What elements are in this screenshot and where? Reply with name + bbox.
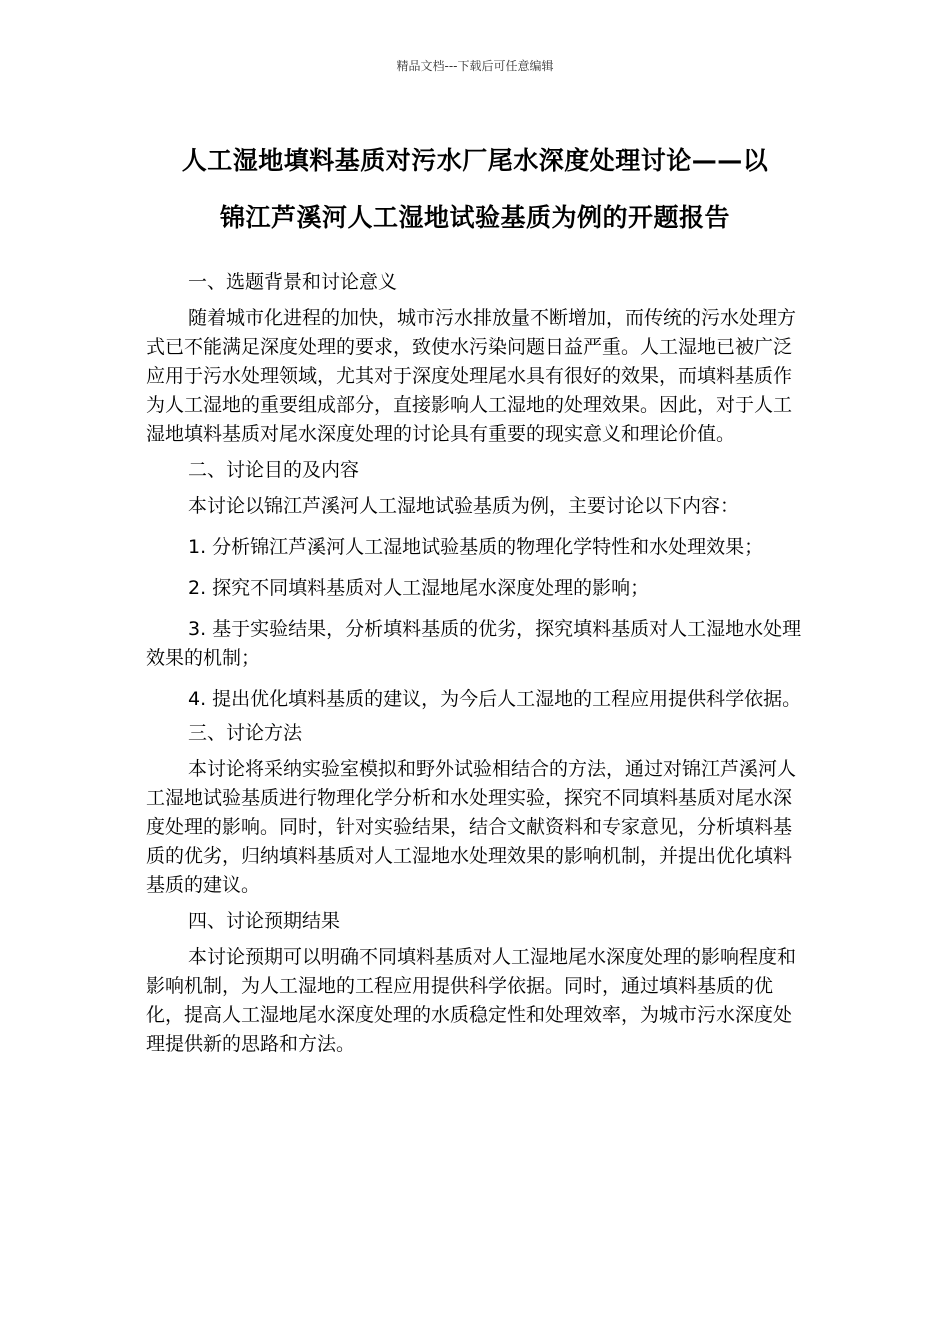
section-2-item-2: 2. 探究不同填料基质对人工湿地尾水深度处理的影响； bbox=[188, 577, 650, 599]
document-body bbox=[146, 268, 806, 1066]
header-watermark: 精品文档---下载后可任意编辑 bbox=[396, 59, 554, 73]
section-2-heading: 二、讨论目的及内容 bbox=[188, 459, 360, 481]
title-line-1: 人工湿地填料基质对污水厂尾水深度处理讨论——以 bbox=[181, 146, 769, 175]
section-1-paragraph: 随着城市化进程的加快，城市污水排放量不断增加，而传统的污水处理方式已不能满足深度处理的要求，致使水污染问题日益严重。人工湿地已被广泛应用于污水处理领域，尤其对于深度处理尾水具有很好的效果，而填料基质作为人工湿地的重要组成部分，直接影响人工湿地的处理效果。因此，对于人工湿地填料基质对尾水深度处理的讨论具有重要的现实意义和理论价值。 bbox=[146, 307, 797, 445]
section-4-paragraph: 本讨论预期可以明确不同填料基质对人工湿地尾水深度处理的影响程度和影响机制，为人工湿地的工程应用提供科学依据。同时，通过填料基质的优化，提高人工湿地尾水深度处理的水质稳定性和处理效率，为城市污水深度处理提供新的思路和方法。 bbox=[146, 946, 797, 1055]
title-line-2: 锦江芦溪河人工湿地试验基质为例的开题报告 bbox=[219, 203, 730, 232]
document-title bbox=[130, 132, 820, 246]
section-3-paragraph: 本讨论将采纳实验室模拟和野外试验相结合的方法，通过对锦江芦溪河人工湿地试验基质进行物理化学分析和水处理实验，探究不同填料基质对尾水深度处理的影响。同时，针对实验结果，结合文献资料和专家意见，分析填料基质的优劣，归纳填料基质对人工湿地水处理效果的影响机制，并提出优化填料基质的建议。 bbox=[146, 758, 797, 896]
section-1-heading: 一、选题背景和讨论意义 bbox=[188, 271, 398, 293]
section-2-item-3: 3. 基于实验结果，分析填料基质的优劣，探究填料基质对人工湿地水处理效果的机制； bbox=[146, 618, 802, 669]
section-2-intro: 本讨论以锦江芦溪河人工湿地试验基质为例，主要讨论以下内容： bbox=[188, 495, 740, 517]
section-4-heading: 四、讨论预期结果 bbox=[188, 910, 341, 932]
section-2-item-4: 4. 提出优化填料基质的建议，为今后人工湿地的工程应用提供科学依据。 bbox=[188, 688, 802, 710]
section-3-heading: 三、讨论方法 bbox=[188, 722, 303, 744]
section-2-item-1: 1. 分析锦江芦溪河人工湿地试验基质的物理化学特性和水处理效果； bbox=[188, 536, 764, 558]
